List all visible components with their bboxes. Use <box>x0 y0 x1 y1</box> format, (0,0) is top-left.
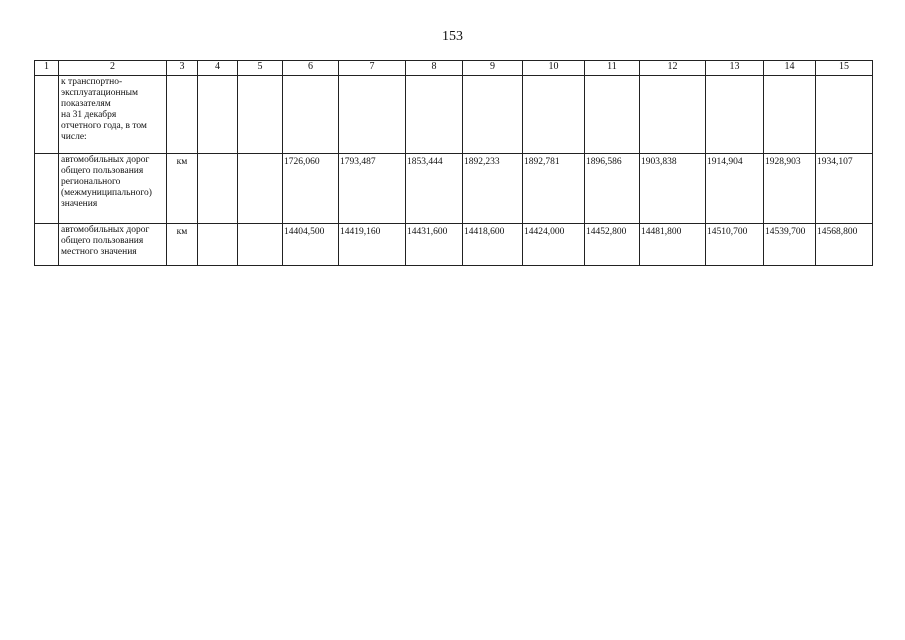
value-cell <box>238 76 283 154</box>
column-header: 13 <box>706 61 764 76</box>
column-header: 2 <box>59 61 167 76</box>
value-cell: 1903,838 <box>640 154 706 224</box>
label-line: общего пользования <box>61 166 144 176</box>
column-header: 9 <box>463 61 523 76</box>
label-line: числе: <box>61 132 87 142</box>
value-cell <box>339 76 406 154</box>
table-row <box>35 154 873 224</box>
label-line: регионального <box>61 177 121 187</box>
row-label-cell <box>59 76 167 154</box>
value-cell: 1892,781 <box>523 154 585 224</box>
label-line: на 31 декабря <box>61 110 117 120</box>
row-index-cell <box>35 76 59 154</box>
label-line: автомобильных дорог <box>61 225 150 235</box>
column-header: 7 <box>339 61 406 76</box>
label-line: автомобильных дорог <box>61 155 150 165</box>
label-line: к транспортно- <box>61 77 123 87</box>
value-cell: 14510,700 <box>706 224 764 266</box>
value-cell: 14452,800 <box>585 224 640 266</box>
column-header: 15 <box>816 61 873 76</box>
column-header: 6 <box>283 61 339 76</box>
label-line: (межмуниципального) <box>61 188 152 198</box>
value-cell <box>816 76 873 154</box>
column-header: 14 <box>764 61 816 76</box>
value-cell: 1914,904 <box>706 154 764 224</box>
column-header: 8 <box>406 61 463 76</box>
value-cell <box>238 154 283 224</box>
value-cell: 14431,600 <box>406 224 463 266</box>
value-cell: 1726,060 <box>283 154 339 224</box>
value-cell <box>406 76 463 154</box>
value-cell: 1853,444 <box>406 154 463 224</box>
column-header: 10 <box>523 61 585 76</box>
value-cell <box>198 154 238 224</box>
page-number: 153 <box>442 29 463 44</box>
column-header: 4 <box>198 61 238 76</box>
value-cell: 1928,903 <box>764 154 816 224</box>
unit-cell: км <box>167 154 198 224</box>
row-label-cell <box>59 224 167 266</box>
row-index-cell <box>35 224 59 266</box>
label-line: общего пользования <box>61 236 144 246</box>
column-header: 3 <box>167 61 198 76</box>
table-row <box>35 76 873 154</box>
label-line: отчетного года, в том <box>61 121 147 131</box>
value-cell <box>764 76 816 154</box>
value-cell <box>585 76 640 154</box>
column-header: 11 <box>585 61 640 76</box>
data-table <box>34 60 873 266</box>
header-row <box>35 61 873 76</box>
value-cell: 1934,107 <box>816 154 873 224</box>
value-cell <box>198 76 238 154</box>
value-cell: 14568,800 <box>816 224 873 266</box>
row-label-cell <box>59 154 167 224</box>
column-header: 12 <box>640 61 706 76</box>
value-cell: 14424,000 <box>523 224 585 266</box>
label-line: местного значения <box>61 247 137 257</box>
label-line: эксплуатационным <box>61 88 139 98</box>
table-row <box>35 224 873 266</box>
value-cell: 14539,700 <box>764 224 816 266</box>
value-cell <box>706 76 764 154</box>
row-index-cell <box>35 154 59 224</box>
value-cell <box>523 76 585 154</box>
value-cell <box>238 224 283 266</box>
value-cell <box>463 76 523 154</box>
unit-cell: км <box>167 224 198 266</box>
unit-cell <box>167 76 198 154</box>
column-header: 1 <box>35 61 59 76</box>
value-cell: 1892,233 <box>463 154 523 224</box>
value-cell: 1793,487 <box>339 154 406 224</box>
value-cell <box>198 224 238 266</box>
value-cell: 14481,800 <box>640 224 706 266</box>
label-line: показателям <box>61 99 111 109</box>
value-cell: 1896,586 <box>585 154 640 224</box>
label-line: значения <box>61 199 98 209</box>
value-cell: 14404,500 <box>283 224 339 266</box>
value-cell: 14419,160 <box>339 224 406 266</box>
value-cell <box>283 76 339 154</box>
value-cell <box>640 76 706 154</box>
column-header: 5 <box>238 61 283 76</box>
value-cell: 14418,600 <box>463 224 523 266</box>
